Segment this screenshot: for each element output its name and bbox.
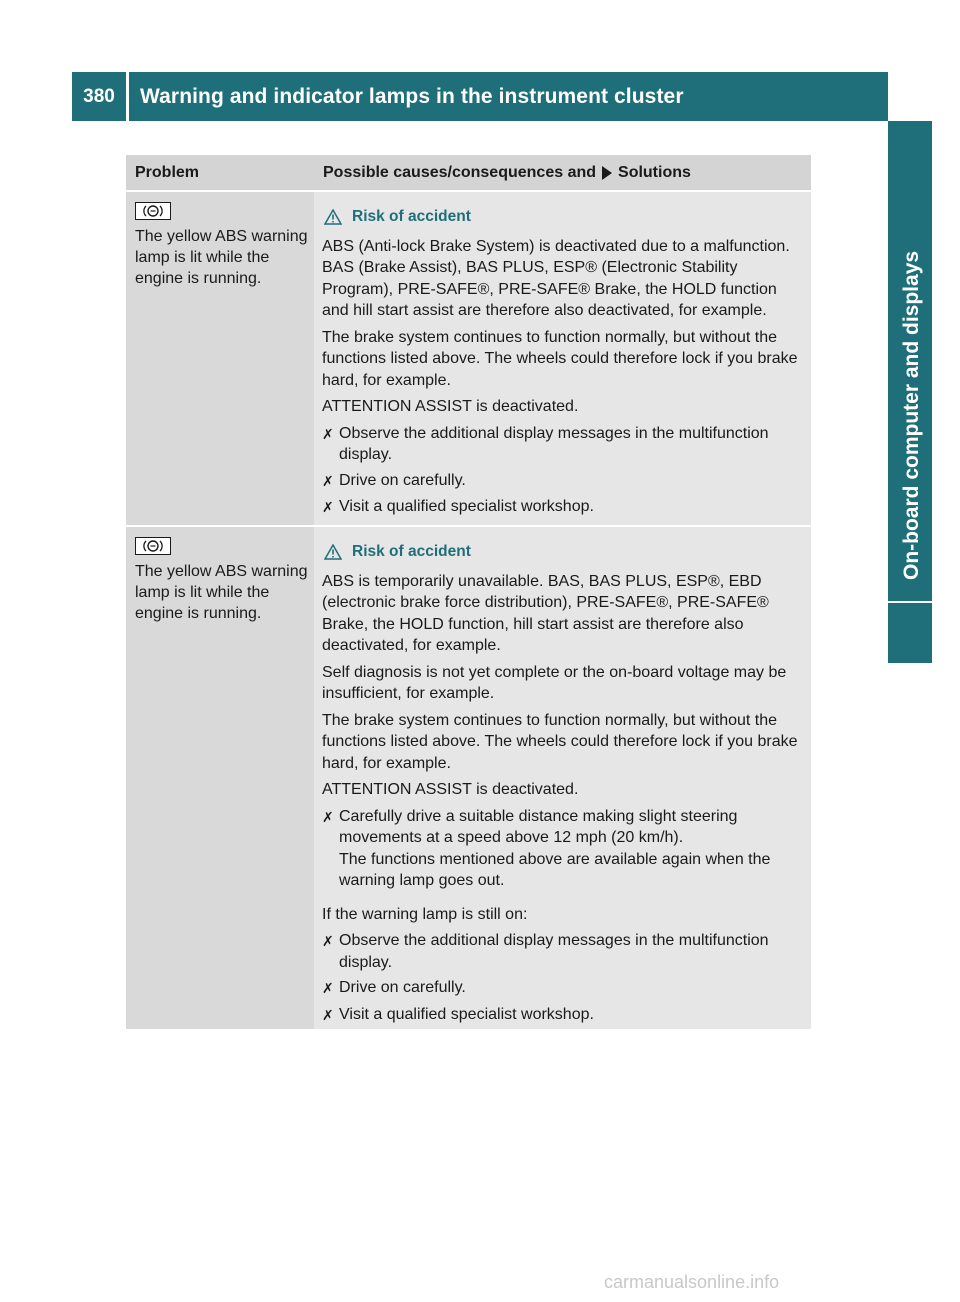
- action-step: ✗ Visit a qualified specialist workshop.: [322, 496, 805, 519]
- paragraph: ATTENTION ASSIST is deactivated.: [322, 781, 579, 798]
- table-header: [126, 155, 811, 190]
- thumb-index-marker: [888, 603, 932, 663]
- page-number: 380: [83, 85, 115, 107]
- step-marker-icon: ✗: [322, 808, 334, 825]
- action-step: ✗ Visit a qualified specialist workshop.: [322, 1004, 805, 1027]
- step-marker-icon: ✗: [322, 933, 334, 949]
- action-step: ✗ Observe the additional display messages in the multifunction display.: [322, 930, 805, 973]
- paragraph: If the warning lamp is still on:: [322, 905, 528, 923]
- problem-text: The yellow ABS warning lamp is lit while the engine is running.: [135, 563, 308, 622]
- paragraph: The brake system continues to function normally, but without the functions listed above. The wheels could therefore lock if you brake hard, for example.: [322, 711, 798, 772]
- problem-cell: [126, 192, 314, 525]
- step-marker-icon: ✗: [322, 472, 334, 489]
- page-title: Warning and indicator lamps in the instrument cluster: [140, 84, 684, 108]
- causes-cell: [314, 192, 811, 525]
- step-marker-icon: ✗: [322, 980, 334, 996]
- step-marker-icon: ✗: [322, 425, 334, 442]
- column-header-problem: Problem: [135, 163, 200, 181]
- paragraph: ATTENTION ASSIST is deactivated.: [322, 398, 579, 415]
- watermark: carmanualsonline.info: [604, 1272, 780, 1292]
- problem-cell: [126, 527, 314, 1029]
- page-header: [72, 72, 888, 121]
- problem-text: The yellow ABS warning lamp is lit while the engine is running.: [135, 228, 308, 287]
- risk-warning: Risk of accident: [324, 206, 805, 228]
- paragraph: ABS (Anti-lock Brake System) is deactivated due to a malfunction. BAS (Brake Assist), BAS PLUS, ESP® (Electronic Stability Program), PRE-SAFE®, PRE-SAFE® Brake, the HOLD function and hill start assist are therefore also deactivated, for example.: [322, 237, 790, 319]
- action-step: ✗ Carefully drive a suitable distance making slight steering movements at a speed above 12 mph (20 km/h). The functions mentioned above are available again when the warning lamp goes out.: [322, 806, 805, 892]
- abs-warning-icon: [135, 202, 171, 220]
- warning-triangle-icon: [324, 544, 342, 560]
- column-header-causes: Possible causes/consequences and Solutions: [323, 163, 691, 181]
- abs-warning-icon: [135, 537, 171, 555]
- step-marker-icon: ✗: [322, 1006, 334, 1023]
- paragraph: Self diagnosis is not yet complete or the on-board voltage may be insufficient, for example.: [322, 663, 787, 702]
- action-step: ✗ Observe the additional display messages in the multifunction display.: [322, 423, 805, 466]
- table-row: [126, 190, 811, 525]
- step-marker-icon: ✗: [322, 499, 334, 515]
- risk-warning: Risk of accident: [324, 541, 805, 563]
- warning-triangle-icon: [324, 209, 342, 225]
- causes-cell: [314, 527, 811, 1029]
- table-row: [126, 525, 811, 1029]
- action-step: ✗ Drive on carefully.: [322, 470, 805, 493]
- paragraph: The brake system continues to function normally, but without the functions listed above. The wheels could therefore lock if you brake hard, for example.: [322, 328, 798, 389]
- action-step: ✗ Drive on carefully.: [322, 977, 805, 1000]
- paragraph: ABS is temporarily unavailable. BAS, BAS PLUS, ESP®, EBD (electronic brake force distribution), PRE-SAFE®, PRE-SAFE® Brake, the HOLD function, hill start assist are therefore also deactivated, for example.: [322, 572, 769, 654]
- problem-solution-table: [126, 155, 811, 1029]
- arrow-right-icon: [602, 166, 612, 180]
